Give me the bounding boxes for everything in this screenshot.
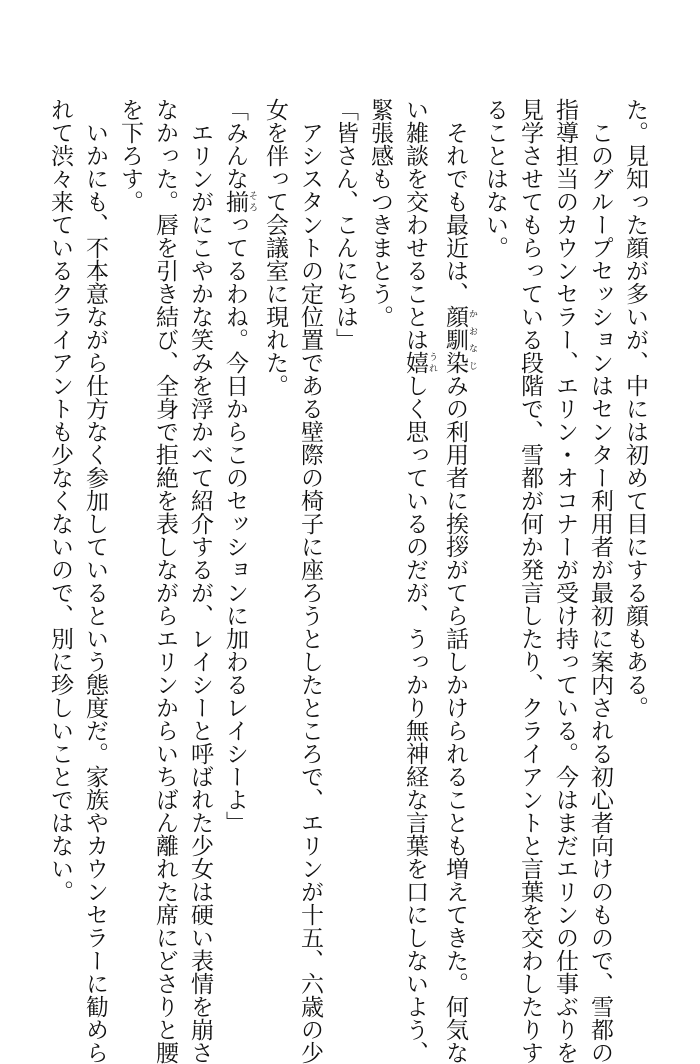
- text-segment: しく思っているのだが、うっかり無神経な言葉を口にしないよう、: [402, 374, 428, 1064]
- text-line: を下ろす。: [117, 98, 143, 213]
- ruby-reading: かおなじ: [467, 305, 477, 374]
- text-line: 指導担当のカウンセラー、エリン・オコナーが受け持っている。今はまだエリンの仕事ぶりを: [552, 98, 578, 1064]
- ruby-reading: うれ: [427, 351, 437, 374]
- ruby-ureshi: [402, 351, 437, 374]
- ruby-base: 顔馴染: [442, 305, 468, 374]
- text-line: 女を伴って会議室に現れた。: [262, 98, 288, 397]
- text-line: 緊張感もつきまとう。: [367, 98, 393, 328]
- ruby-reading: そろ: [247, 190, 257, 213]
- text-line: このグループセッションはセンター利用者が最初に案内される初心者向けのもので、雪都の: [587, 98, 613, 1064]
- text-segment: それでも最近は、: [442, 98, 468, 305]
- text-line-with-ruby: [217, 98, 257, 988]
- text-line: ることはない。: [482, 98, 508, 259]
- text-segment: 「みんな: [222, 98, 248, 190]
- text-line: なかった。唇を引き結び、全身で拒絶を表しながらエリンからいちばん離れた席にどさりと腰: [152, 98, 178, 1064]
- text-line: エリンがにこやかな笑みを浮かべて紹介するが、レイシーと呼ばれた少女は硬い表情を崩さ: [187, 98, 213, 1064]
- text-segment: ってるわね。今日からこのセッションに加わるレイシーよ」: [222, 213, 248, 834]
- ruby-base: 揃: [222, 190, 248, 213]
- text-line: アシスタントの定位置である壁際の椅子に座ろうとしたところで、エリンが十五、六歳の少: [297, 98, 323, 1064]
- text-line: た。見知った顔が多いが、中には初めて目にする顔もある。: [622, 98, 648, 719]
- text-segment: い雑談を交わせることは: [402, 98, 428, 351]
- ruby-base: 嬉: [402, 351, 428, 374]
- text-line: 見学させてもらっている段階で、雪都が何か発言したり、クライアントと言葉を交わしたりす: [517, 98, 543, 1064]
- text-line-with-ruby: [397, 98, 437, 1064]
- text-line-with-ruby: [437, 98, 477, 1064]
- ruby-soroi: [222, 190, 257, 213]
- vertical-text-body: [32, 98, 652, 1064]
- ruby-kaonajimi: [442, 305, 477, 374]
- text-line: 「皆さん、こんにちは」: [332, 98, 358, 351]
- text-segment: みの利用者に挨拶がてら話しかけられることも増えてきた。何気な: [442, 374, 468, 1064]
- text-line: れて渋々来ているクライアントも少なくないので、別に珍しいことではない。: [47, 98, 73, 903]
- text-line: いかにも、不本意ながら仕方なく参加しているという態度だ。家族やカウンセラーに勧めら: [82, 98, 108, 1064]
